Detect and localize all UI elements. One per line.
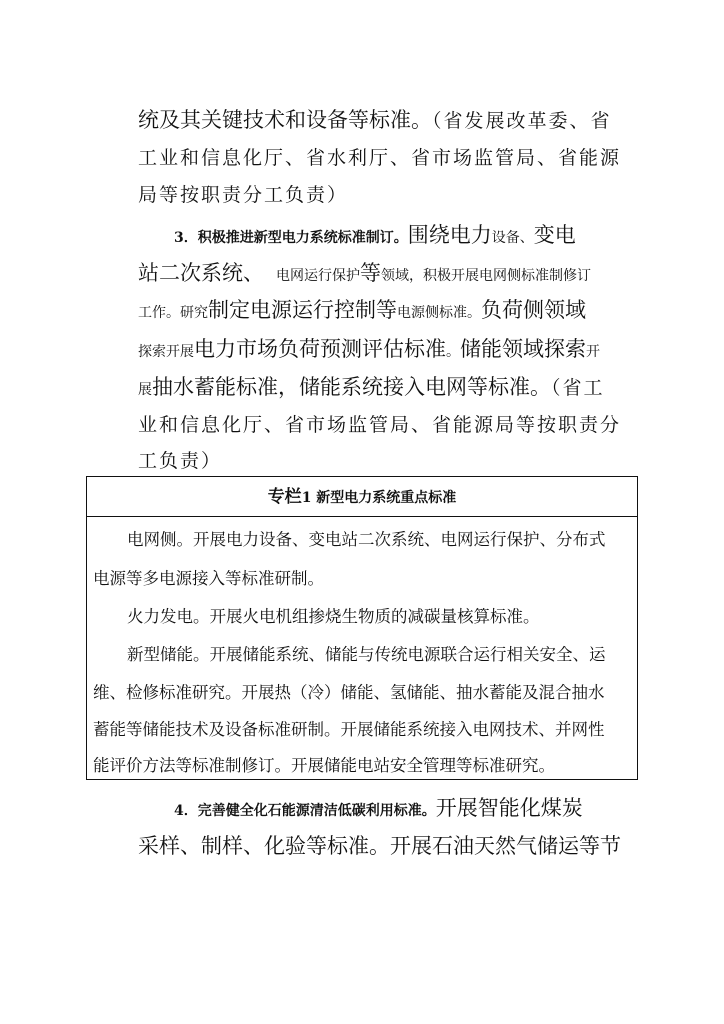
text-line [138, 830, 621, 860]
body-text-small: 。 [446, 344, 460, 360]
body-text: 电力市场负荷预测评估标准 [194, 337, 446, 361]
body-text: 统及其关键技术和设备等标准。 [138, 108, 432, 132]
body-text: 采样 [138, 834, 180, 858]
body-text-small: 电源侧标准。 [397, 305, 481, 321]
responsibility-note: 工业和信息化厅、省水利厅、省市场监管局、省能源 [138, 147, 622, 169]
responsibility-note: 业和信息化厅、省市场监管局、省能源局等按职责分 [138, 414, 622, 436]
body-text-small: 电网运行保护 [276, 268, 360, 284]
body-text: 等 [360, 261, 381, 285]
box-line: 维、检修标准研究。开展热（冷）储能、氢储能、抽水蓄能及混合抽水 [93, 683, 605, 702]
box-line: 能评价方法等标准制修订。开展储能电站安全管理等标准研究。 [93, 756, 555, 775]
section-heading: 4．完善健全化石能源清洁低碳利用标准。 [174, 803, 436, 819]
text-line [138, 371, 605, 401]
body-text-small: 领域，积极开展电网侧标准制修订 [381, 268, 591, 284]
body-text-small: 展 [138, 382, 152, 398]
responsibility-note: 工负责） [138, 450, 223, 472]
box-line: 电网侧。开展电力设备、变电站二次系统、电网运行保护、分布式 [127, 530, 606, 549]
feature-box [86, 476, 638, 780]
body-text: 负荷侧领域 [481, 298, 586, 322]
responsibility-note: （省工 [551, 377, 605, 399]
body-text: 抽水蓄能标准，储能系统接入电网等标准。 [152, 375, 551, 399]
body-text-small: 设备、 [491, 230, 534, 246]
box-title-text: 1 新型电力系统重点标准 [301, 490, 457, 506]
text-line [138, 333, 600, 363]
section-3-heading-line [174, 219, 576, 249]
section-4-heading-line [174, 792, 583, 822]
body-text-small: 工作。研究 [138, 305, 208, 321]
section-heading: 3．积极推进新型电力系统标准制订。 [174, 230, 408, 246]
box-title [87, 477, 637, 517]
body-text: 储能领域探索 [460, 337, 586, 361]
body-text-small: 探索开展 [138, 344, 194, 360]
text-line [138, 104, 612, 134]
box-line: 火力发电。开展火电机组掺烧生物质的减碳量核算标准。 [127, 607, 540, 626]
body-text: 、制样、化验等标准。开展石油天然气储运等节 [180, 834, 621, 858]
responsibility-note: （省发展改革委、省 [432, 110, 612, 132]
responsibility-note: 局等按职责分工负责） [138, 184, 349, 206]
text-line [138, 294, 586, 324]
body-text: 开展智能化煤炭 [435, 796, 583, 820]
box-title-label: 专栏 [267, 487, 302, 507]
box-line: 新型储能。开展储能系统、储能与传统电源联合运行相关安全、运 [127, 645, 606, 664]
text-line [138, 257, 591, 287]
body-text: 站二次系统、 [138, 261, 264, 285]
body-text: 变电 [533, 223, 576, 247]
body-text-small: 开 [586, 344, 600, 360]
body-text: 围绕电力 [407, 223, 492, 247]
box-line: 蓄能等储能技术及设备标准研制。开展储能系统接入电网技术、并网性 [93, 720, 605, 739]
box-line: 电源等多电源接入等标准研制。 [93, 569, 324, 588]
body-text: 制定电源运行控制等 [208, 298, 397, 322]
